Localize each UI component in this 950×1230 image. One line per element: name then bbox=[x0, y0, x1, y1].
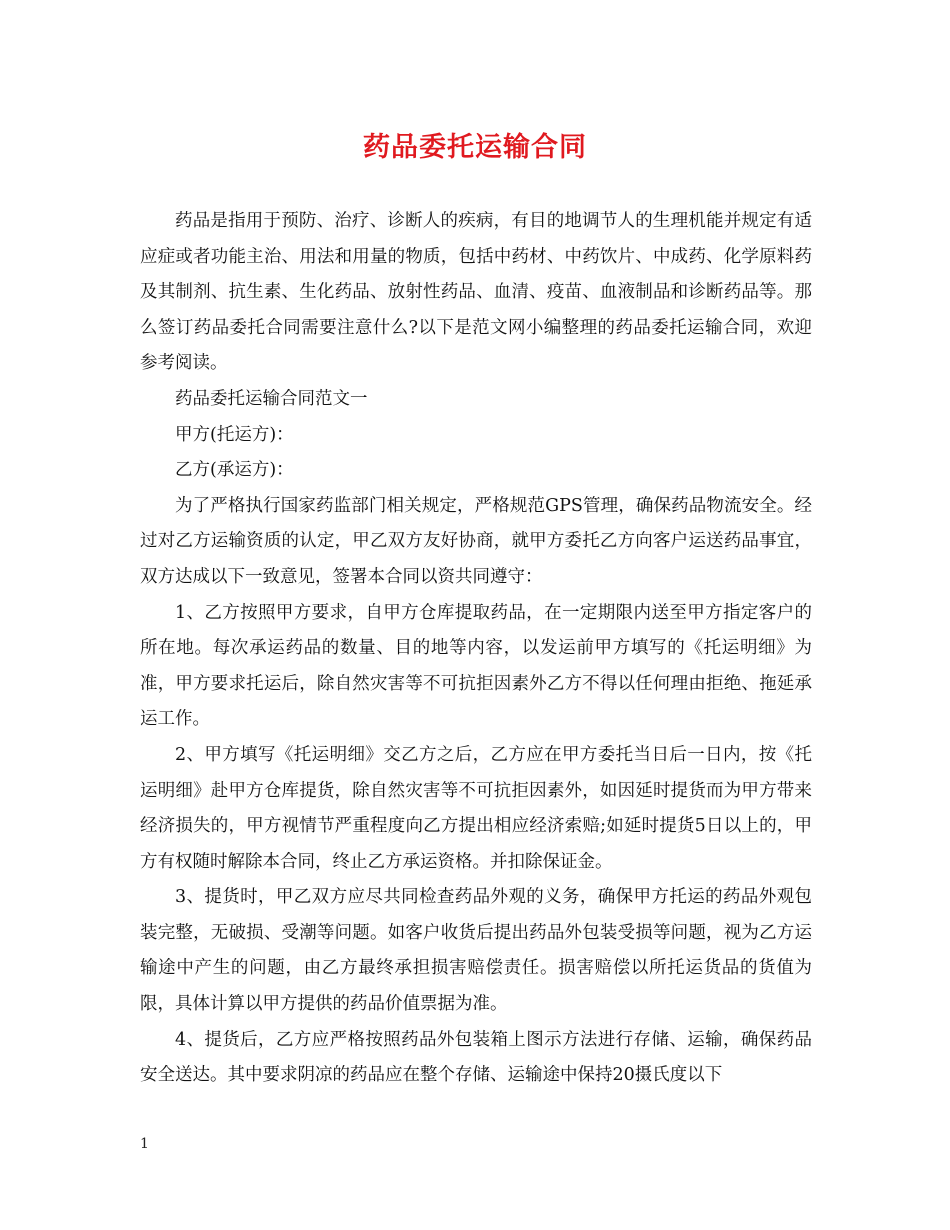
paragraph-clause-4: 4、提货后，乙方应严格按照药品外包装箱上图示方法进行存储、运输，确保药品安全送达。其中要求阴凉的药品应在整个存储、运输途中保持20摄氏度以下 bbox=[140, 1029, 812, 1086]
paragraph-clause-2: 2、甲方填写《托运明细》交乙方之后，乙方应在甲方委托当日后一日内，按《托运明细》赴甲方仓库提货，除自然灾害等不可抗拒因素外，如因延时提货而为甲方带来经济损失的，甲方视情节严重程度向乙方提出相应经济索赔;如延时提货5日以上的，甲方有权随时解除本合同，终止乙方承运资格。并扣除保证金。 bbox=[140, 744, 812, 872]
paragraph-intro: 药品是指用于预防、治疗、诊断人的疾病，有目的地调节人的生理机能并规定有适应症或者功能主治、用法和用量的物质，包括中药材、中药饮片、中成药、化学原料药及其制剂、抗生素、生化药品、放射性药品、血清、疫苗、血液制品和诊断药品等。那么签订药品委托合同需要注意什么?以下是范文网小编整理的药品委托运输合同，欢迎参考阅读。 bbox=[140, 211, 812, 374]
page-number: 1 bbox=[140, 1136, 149, 1152]
paragraph-party-b: 乙方(承运方)： bbox=[175, 460, 294, 481]
paragraph-sample-heading: 药品委托运输合同范文一 bbox=[175, 388, 368, 409]
document-title: 药品委托运输合同 bbox=[363, 132, 587, 163]
paragraph-party-a: 甲方(托运方)： bbox=[175, 424, 294, 445]
document-body bbox=[140, 204, 812, 1094]
paragraph-preamble: 为了严格执行国家药监部门相关规定，严格规范GPS管理，确保药品物流安全。经过对乙方运输资质的认定，甲乙双方友好协商，就甲方委托乙方向客户运送药品事宜，双方达成以下一致意见，签署本合同以资共同遵守： bbox=[140, 495, 812, 587]
paragraph-clause-1: 1、乙方按照甲方要求，自甲方仓库提取药品，在一定期限内送至甲方指定客户的所在地。每次承运药品的数量、目的地等内容，以发运前甲方填写的《托运明细》为准，甲方要求托运后，除自然灾害等不可抗拒因素外乙方不得以任何理由拒绝、拖延承运工作。 bbox=[140, 602, 812, 730]
paragraph-clause-3: 3、提货时，甲乙双方应尽共同检查药品外观的义务，确保甲方托运的药品外观包装完整，无破损、受潮等问题。如客户收货后提出药品外包装受损等问题，视为乙方运输途中产生的问题，由乙方最终承担损害赔偿责任。损害赔偿以所托运货品的货值为限，具体计算以甲方提供的药品价值票据为准。 bbox=[140, 887, 812, 1015]
